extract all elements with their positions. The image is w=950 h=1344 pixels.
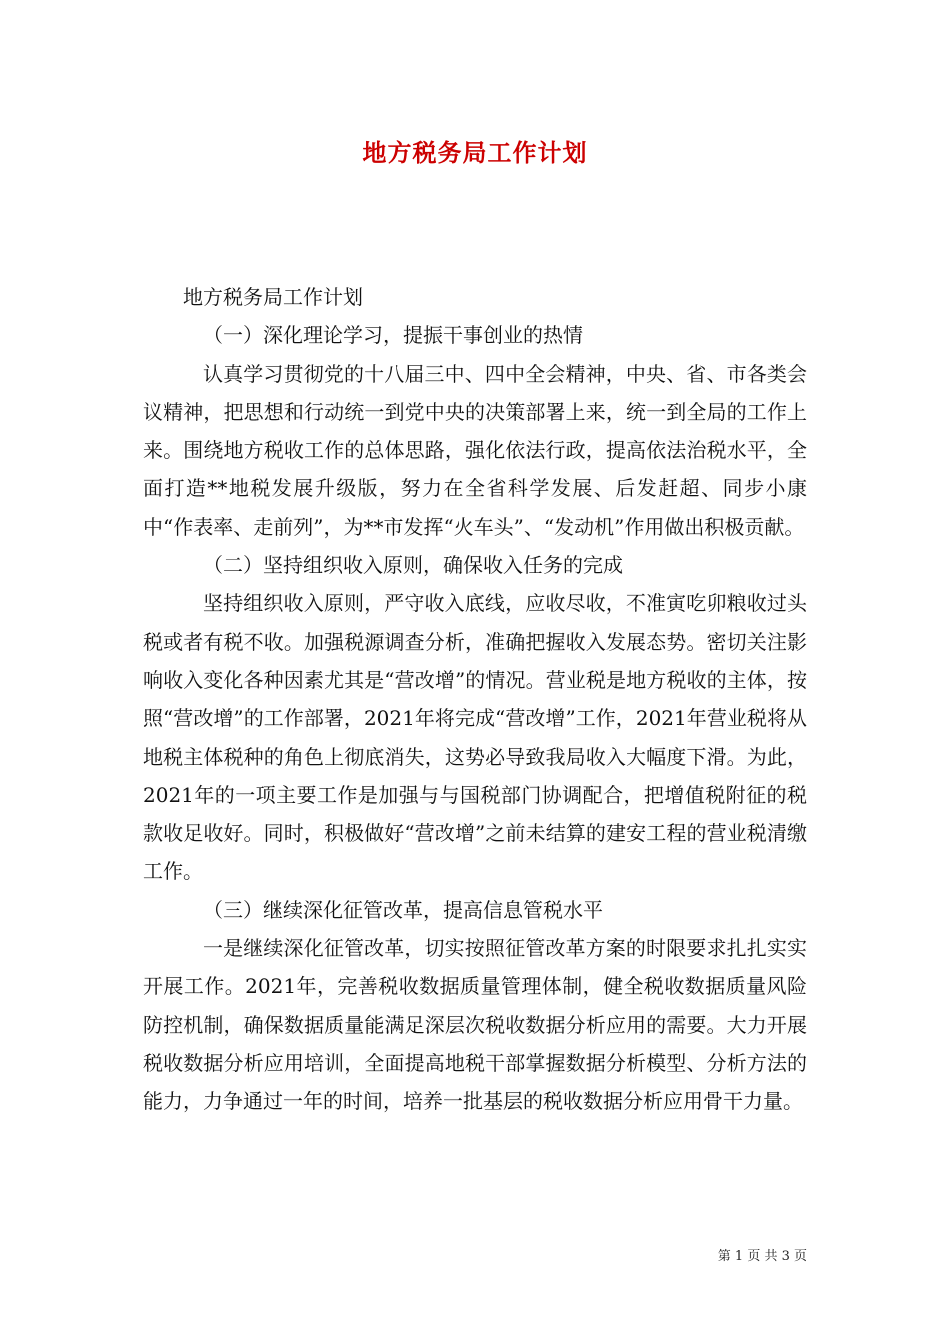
section-heading-3: （三）继续深化征管改革，提高信息管税水平 [203, 897, 603, 922]
paragraph-section-2: 坚持组织收入原则，严守收入底线，应收尽收，不准寅吃卯粮收过头税或者有税不收。加强税源调查分析，准确把握收入发展态势。密切关注影响收入变化各种因素尤其是“营改增”的情况。营业税是地方税收的主体，按照“营改增”的工作部署，2021年将完成“营改增”工作，2021年营业税将从地税主体税种的角色上彻底消失，这势必导致我局收入大幅度下滑。为此，2021年的一项主要工作是加强与与国税部门协调配合，把增值税附征的税款收足收好。同时，积极做好“营改增”之前未结算的建安工程的营业税清缴工作。 [143, 591, 807, 884]
paragraph-section-1: 认真学习贯彻党的十八届三中、四中全会精神，中央、省、市各类会议精神，把思想和行动统一到党中央的决策部署上来，统一到全局的工作上来。围绕地方税收工作的总体思路，强化依法行政，提高依法治税水平，全面打造**地税发展升级版，努力在全省科学发展、后发赶超、同步小康中“作表率、走前列”，为**市发挥“火车头”、“发动机”作用做出积极贡献。 [143, 361, 807, 539]
page-number: 第 1 页 共 3 页 [717, 1249, 807, 1264]
section-heading-2: （二）坚持组织收入原则，确保收入任务的完成 [203, 553, 623, 578]
paragraph-intro: 地方税务局工作计划 [183, 285, 363, 309]
document-title: 地方税务局工作计划 [362, 138, 588, 167]
section-heading-1: （一）深化理论学习，提振干事创业的热情 [203, 323, 583, 348]
paragraph-section-3: 一是继续深化征管改革，切实按照征管改革方案的时限要求扎扎实实开展工作。2021年，完善税收数据质量管理体制，健全税收数据质量风险防控机制，确保数据质量能满足深层次税收数据分析应用的需要。大力开展税收数据分析应用培训，全面提高地税干部掌握数据分析模型、分析方法的能力，力争通过一年的时间，培养一批基层的税收数据分析应用骨干力量。 [143, 936, 807, 1114]
document-body [143, 278, 807, 1121]
